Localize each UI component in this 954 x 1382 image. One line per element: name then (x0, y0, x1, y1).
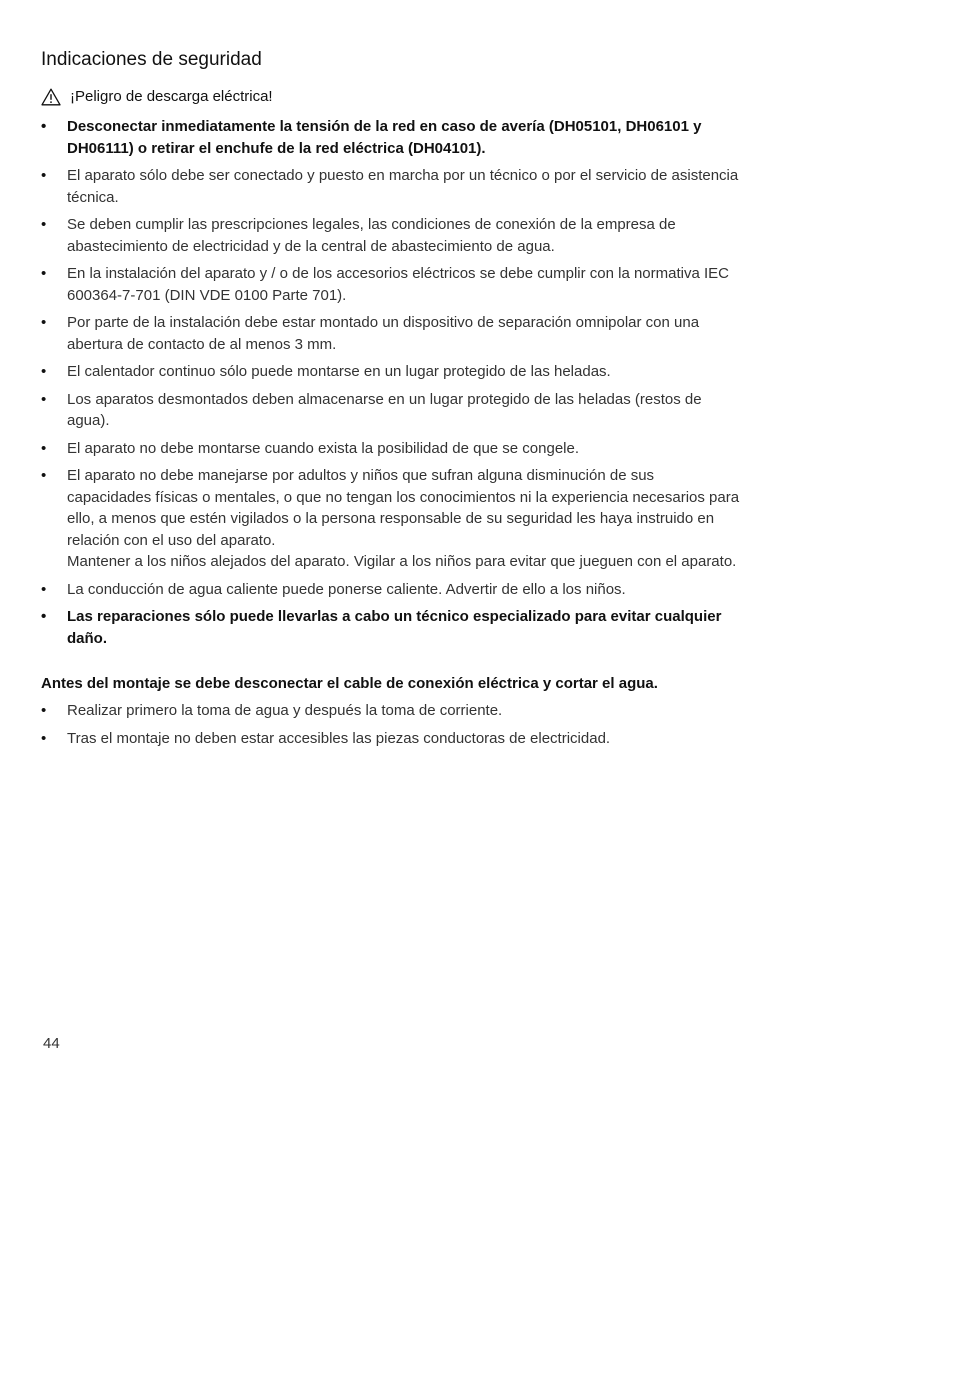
list-item (41, 214, 741, 257)
list-item (41, 700, 741, 722)
list-item-text: Tras el montaje no deben estar accesibles las piezas conductoras de electricidad. (67, 729, 611, 747)
assembly-bullet-list (41, 700, 741, 755)
bullet-icon: • (41, 580, 47, 598)
bullet-icon: • (41, 608, 47, 625)
list-item-text: Por parte de la instalación debe estar montado un dispositivo de separación omnipolar con una abertura de contacto de al menos 3 mm. (67, 314, 700, 353)
bullet-icon: • (41, 363, 47, 380)
list-item-text: El aparato no debe manejarse por adultos y niños que sufran alguna disminución de sus capacidades físicas o mentales, o que no tengan los conocimientos ni la experiencia necesarios para ello, a menos que estén vigilados o la persona responsable de su seguridad les haya instruido en relación con el uso del aparato. (67, 467, 740, 549)
warning-triangle-icon (41, 88, 70, 106)
bullet-icon: • (41, 216, 47, 233)
electric-shock-warning (41, 86, 273, 108)
page-number: 44 (43, 1035, 60, 1052)
list-item-text: Los aparatos desmontados deben almacenarse en un lugar protegido de las heladas (restos de agua). (67, 390, 702, 429)
safety-bullet-list (41, 116, 741, 655)
bullet-icon: • (41, 729, 47, 747)
list-item-text: Se deben cumplir las prescripciones legales, las condiciones de conexión de la empresa de abastecimiento de electricidad y de la central de abastecimiento de agua. (67, 216, 676, 255)
list-item-text: La conducción de agua caliente puede ponerse caliente. Advertir de ello a los niños. (67, 580, 626, 598)
bullet-icon: • (41, 167, 47, 184)
list-item-text: Las reparaciones sólo puede llevarlas a cabo un técnico especializado para evitar cualquier daño. (67, 608, 722, 647)
list-item (41, 438, 741, 460)
page-title: Indicaciones de seguridad (41, 49, 262, 70)
list-item (41, 606, 741, 649)
list-item (41, 728, 741, 750)
list-item-extra-text: Mantener a los niños alejados del aparato. Vigilar a los niños para evitar que jueguen con el aparato. (67, 553, 737, 570)
assembly-notice: Antes del montaje se debe desconectar el cable de conexión eléctrica y cortar el agua. (41, 675, 658, 692)
list-item (41, 465, 741, 573)
warning-text: ¡Peligro de descarga eléctrica! (70, 88, 273, 105)
list-item-text: Desconectar inmediatamente la tensión de la red en caso de avería (DH05101, DH06101 y DH06111) o retirar el enchufe de la red eléctrica (DH04101). (67, 118, 702, 157)
bullet-icon: • (41, 390, 47, 408)
list-item-text: El calentador continuo sólo puede montarse en un lugar protegido de las heladas. (67, 363, 611, 380)
list-item (41, 361, 741, 383)
list-item (41, 116, 741, 159)
bullet-icon: • (41, 118, 47, 135)
list-item (41, 165, 741, 208)
bullet-icon: • (41, 467, 47, 484)
list-item (41, 579, 741, 601)
list-item-text: Realizar primero la toma de agua y después la toma de corriente. (67, 702, 503, 719)
bullet-icon: • (41, 439, 47, 457)
bullet-icon: • (41, 265, 47, 282)
bullet-icon: • (41, 702, 47, 719)
list-item-text: El aparato no debe montarse cuando exista la posibilidad de que se congele. (67, 439, 580, 457)
list-item (41, 389, 741, 432)
list-item (41, 263, 741, 306)
bullet-icon: • (41, 314, 47, 331)
list-item-text: El aparato sólo debe ser conectado y puesto en marcha por un técnico o por el servicio de asistencia técnica. (67, 167, 739, 206)
list-item (41, 312, 741, 355)
list-item-text: En la instalación del aparato y / o de los accesorios eléctricos se debe cumplir con la normativa IEC 600364-7-701 (DIN VDE 0100 Parte 701). (67, 265, 729, 304)
